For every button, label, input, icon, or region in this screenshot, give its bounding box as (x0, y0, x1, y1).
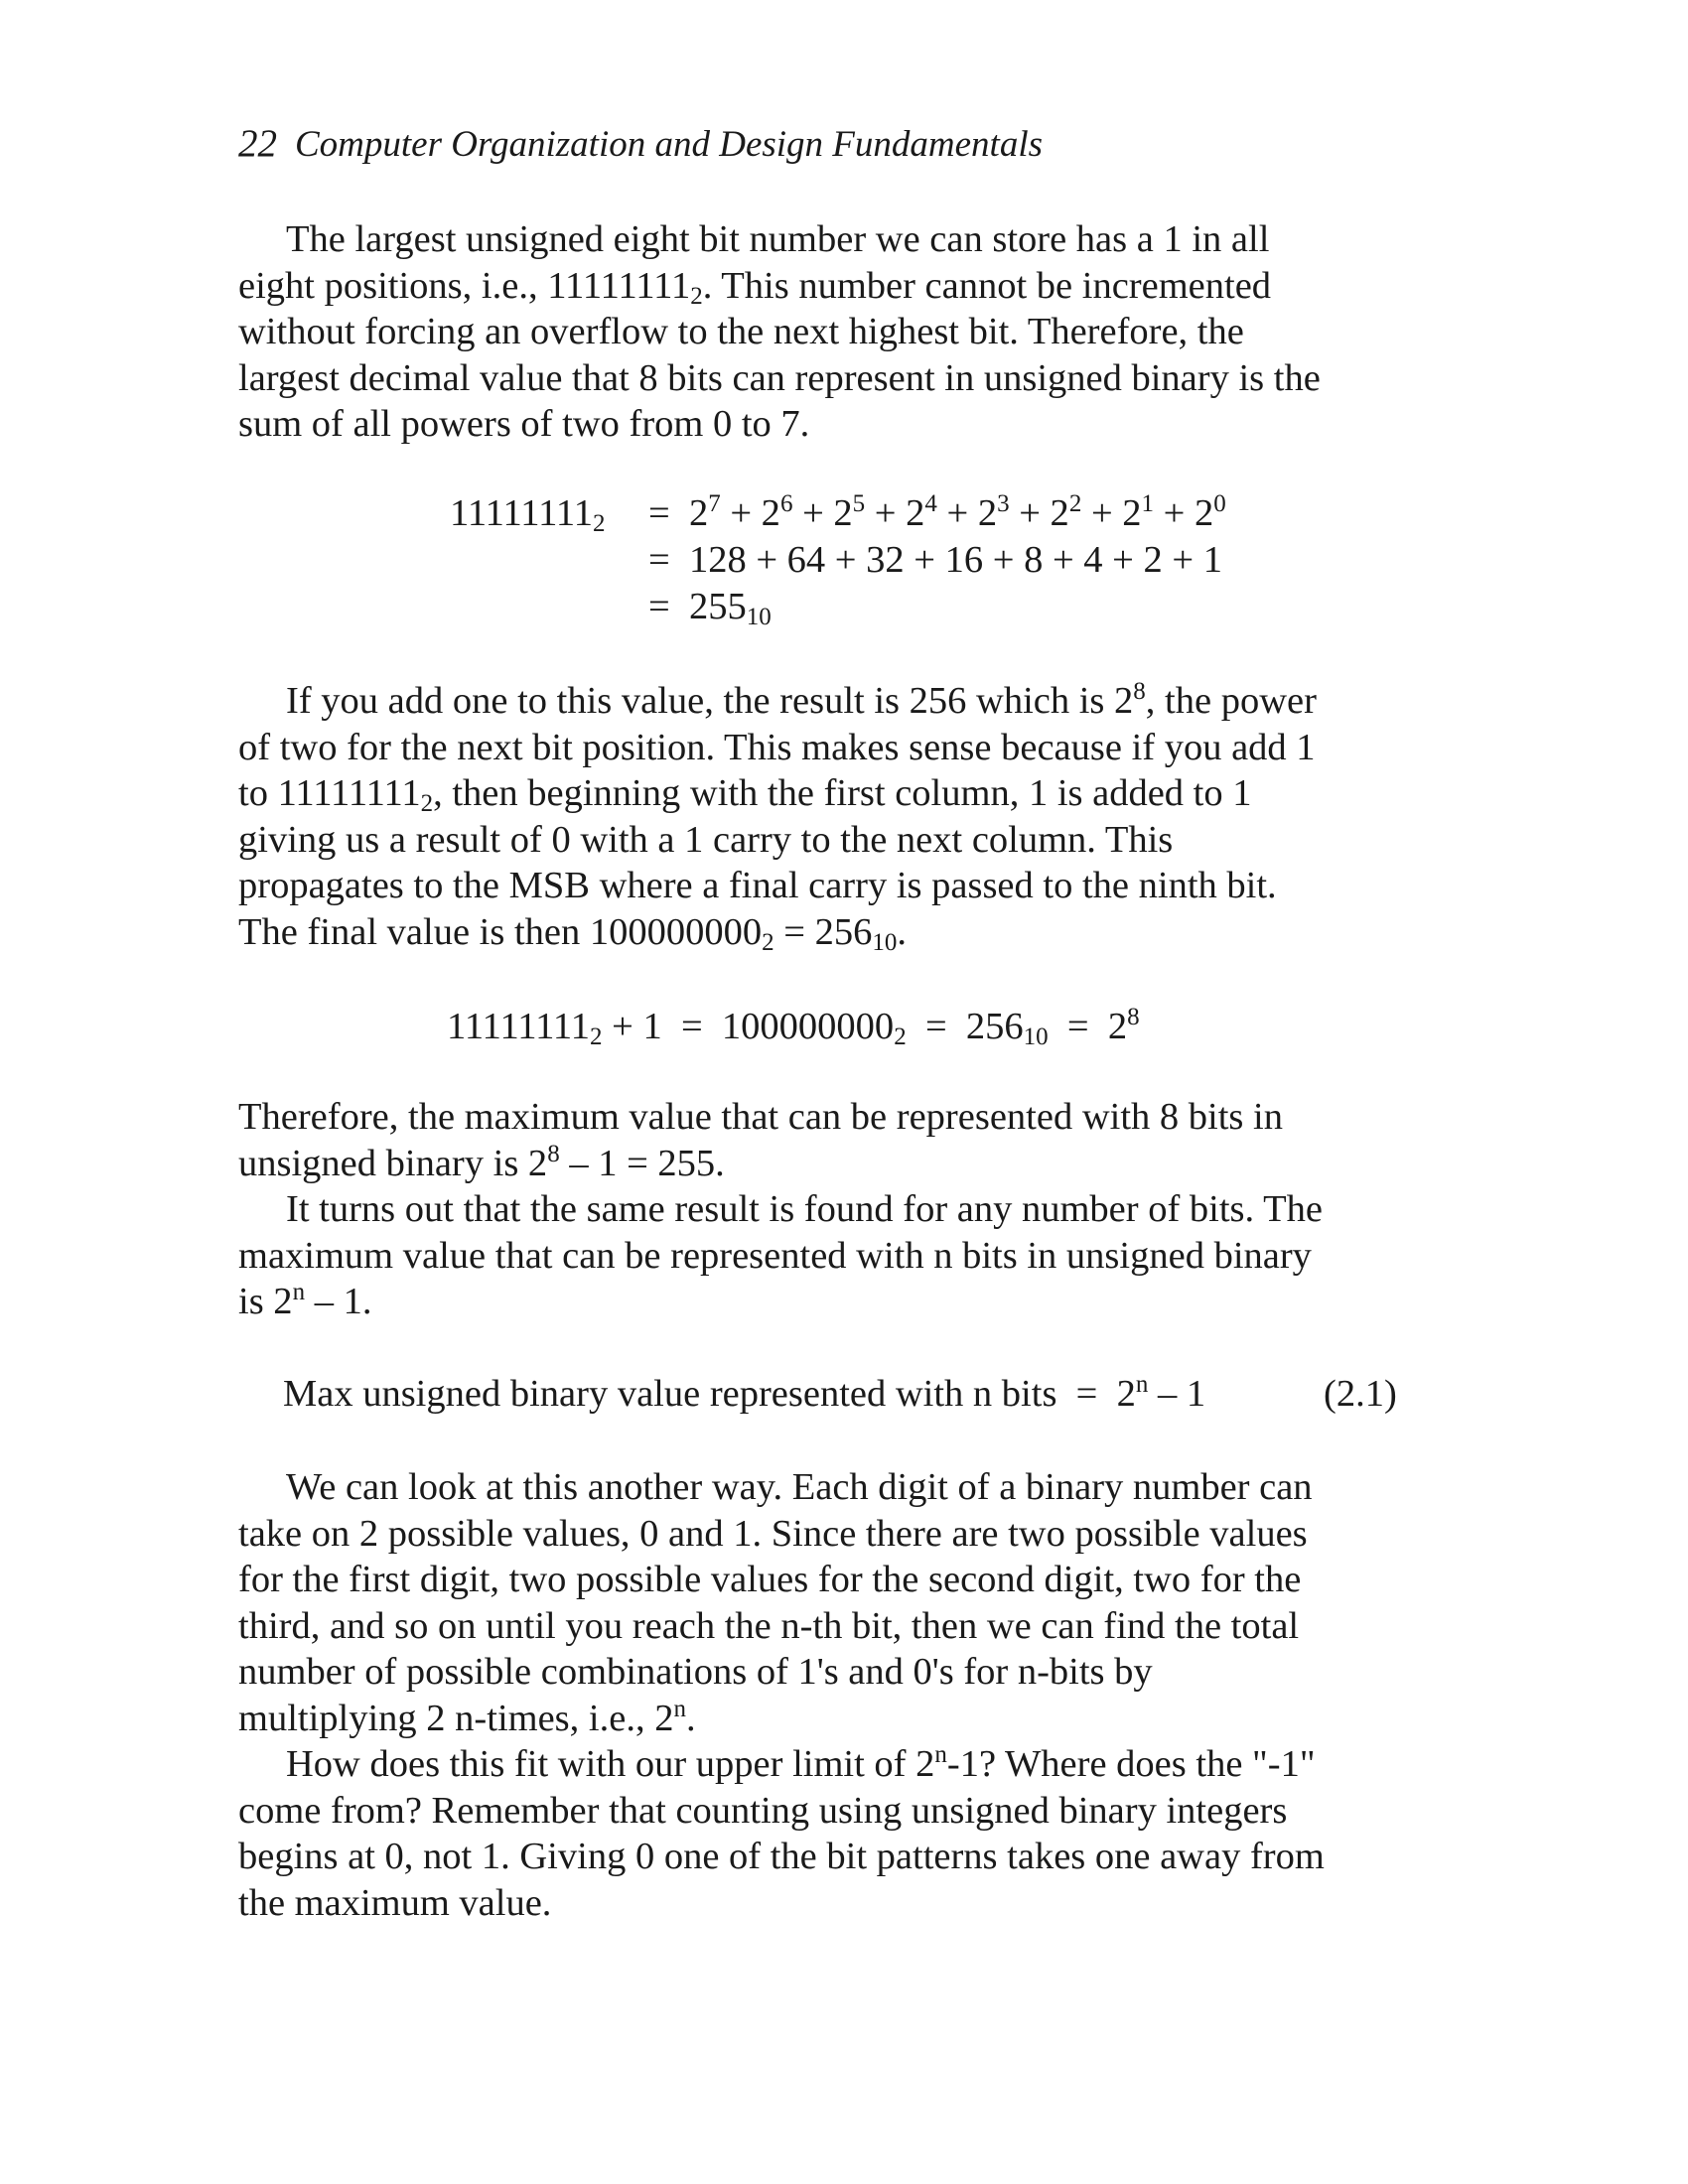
text-run: – 1. (305, 1281, 372, 1322)
subscript: 2 (690, 282, 703, 310)
text-line (238, 1696, 1405, 1742)
text-run: . This number cannot be incremented (702, 264, 1272, 307)
paragraph-3 (238, 1094, 1405, 1325)
subscript: 2 (894, 1024, 907, 1050)
text-line: propagates to the MSB where a final carry is passed to the ninth bit. (238, 865, 1277, 906)
text-line: It turns out that the same result is found for any number of bits. The (286, 1188, 1323, 1230)
text-line: begins at 0, not 1. Giving 0 one of the bit patterns takes one away from (238, 1836, 1325, 1877)
text-line (238, 909, 1405, 956)
equation-lhs (450, 491, 606, 535)
term: 2 (688, 492, 709, 534)
exponent: 1 (1141, 490, 1155, 517)
text-line (238, 770, 1405, 817)
text-line: without forcing an overflow to the next highest bit. Therefore, the (238, 311, 1244, 352)
text-run: multiplying 2 n-times, i.e., 2 (238, 1697, 674, 1739)
text-run: to 11111111 (238, 772, 421, 814)
text-line: of two for the next bit position. This makes sense because if you add 1 (238, 726, 1316, 768)
exponent: 8 (1133, 678, 1146, 705)
text-line: come from? Remember that counting using unsigned binary integers (238, 1789, 1288, 1832)
formula-text: – 1 (1148, 1373, 1206, 1415)
text-line (238, 1741, 1405, 1788)
sum-expression: 128 + 64 + 32 + 16 + 8 + 4 + 2 + 1 (688, 539, 1222, 581)
text-run: , then beginning with the first column, 1 is added to 1 (433, 772, 1252, 814)
book-title: Computer Organization and Design Fundamentals (295, 124, 1044, 165)
text-line (238, 678, 1405, 725)
decimal-result: 255 (688, 586, 747, 627)
subscript: 2 (762, 928, 774, 956)
text-run: eight positions, i.e., 11111111 (238, 264, 691, 307)
term: + 2 (720, 492, 780, 534)
term: + 2 (1154, 492, 1214, 534)
term: = 256 (906, 1006, 1024, 1047)
text-line: the maximum value. (238, 1881, 552, 1924)
text-run: is 2 (238, 1281, 293, 1322)
text-line: The largest unsigned eight bit number we can store has a 1 in all (286, 218, 1270, 260)
exponent: 2 (1068, 490, 1082, 517)
text-run: . (897, 910, 907, 953)
term: + 2 (936, 492, 998, 534)
text-line: sum of all powers of two from 0 to 7. (238, 403, 810, 445)
equation-row-1 (648, 491, 1226, 535)
paragraph-5 (238, 1464, 1405, 1926)
equation-row-2 (648, 538, 1222, 582)
text-run: unsigned binary is 2 (238, 1142, 548, 1184)
running-head (238, 121, 1043, 166)
term: + 1 = 100000000 (602, 1006, 895, 1047)
text-line (238, 263, 1405, 310)
term: + 2 (865, 492, 925, 534)
binary-value: 11111111 (450, 492, 593, 534)
exponent: n (292, 1279, 306, 1305)
exponent: 6 (779, 490, 793, 517)
text-line: number of possible combinations of 1's and 0's for n-bits by (238, 1651, 1153, 1693)
subscript: 2 (590, 1024, 603, 1050)
text-line: Therefore, the maximum value that can be represented with 8 bits in (238, 1096, 1283, 1138)
text-line: largest decimal value that 8 bits can represent in unsigned binary is the (238, 356, 1321, 399)
text-line: maximum value that can be represented with n bits in unsigned binary (238, 1234, 1312, 1277)
equals-sign: = (648, 492, 670, 534)
equation-overflow (447, 1005, 1140, 1048)
text-line: third, and so on until you reach the n-th bit, then we can find the total (238, 1604, 1300, 1647)
equation-row-3 (648, 585, 772, 628)
text-line: for the first digit, two possible values for the second digit, two for the (238, 1559, 1302, 1600)
exponent: n (1135, 1371, 1149, 1398)
subscript: 2 (593, 510, 606, 537)
exponent: 4 (924, 490, 937, 517)
text-run: . (685, 1697, 696, 1739)
text-run: = 256 (774, 910, 873, 953)
paragraph-2 (238, 678, 1405, 955)
exponent: 0 (1213, 490, 1226, 517)
text-run: If you add one to this value, the result is 256 which is 2 (286, 680, 1134, 722)
exponent: 7 (708, 490, 721, 517)
subscript: 10 (746, 604, 772, 630)
page-number: 22 (238, 122, 277, 165)
exponent: 5 (852, 490, 866, 517)
equals-sign: = (648, 586, 670, 627)
equation-2-1 (283, 1372, 1205, 1416)
formula-text: Max unsigned binary value represented with n bits = 2 (283, 1373, 1136, 1415)
text-line: giving us a result of 0 with a 1 carry to the next column. This (238, 818, 1174, 861)
exponent: n (673, 1695, 686, 1722)
term: 11111111 (447, 1006, 590, 1047)
exponent: 8 (1127, 1004, 1140, 1030)
subscript: 10 (1023, 1024, 1049, 1050)
equals-sign: = (648, 539, 670, 581)
term: + 2 (792, 492, 853, 534)
term: + 2 (1081, 492, 1142, 534)
text-line: take on 2 possible values, 0 and 1. Since there are two possible values (238, 1512, 1308, 1555)
exponent: 3 (997, 490, 1010, 517)
text-run: , the power (1145, 680, 1317, 722)
subscript: 2 (420, 790, 434, 817)
subscript: 10 (872, 928, 898, 956)
text-line (238, 1141, 1405, 1187)
term: + 2 (1009, 492, 1069, 534)
text-run: -1? Where does the "-1" (946, 1743, 1316, 1785)
term: = 2 (1048, 1006, 1128, 1047)
exponent: n (934, 1741, 947, 1768)
text-run: The final value is then 100000000 (238, 910, 763, 953)
text-line: We can look at this another way. Each digit of a binary number can (286, 1466, 1313, 1508)
text-run: How does this fit with our upper limit of 2 (286, 1743, 935, 1785)
exponent: 8 (547, 1140, 560, 1167)
text-run: – 1 = 255. (559, 1142, 725, 1184)
paragraph-1 (238, 216, 1405, 448)
equation-number: (2.1) (1324, 1373, 1397, 1415)
text-line (238, 1279, 1405, 1325)
